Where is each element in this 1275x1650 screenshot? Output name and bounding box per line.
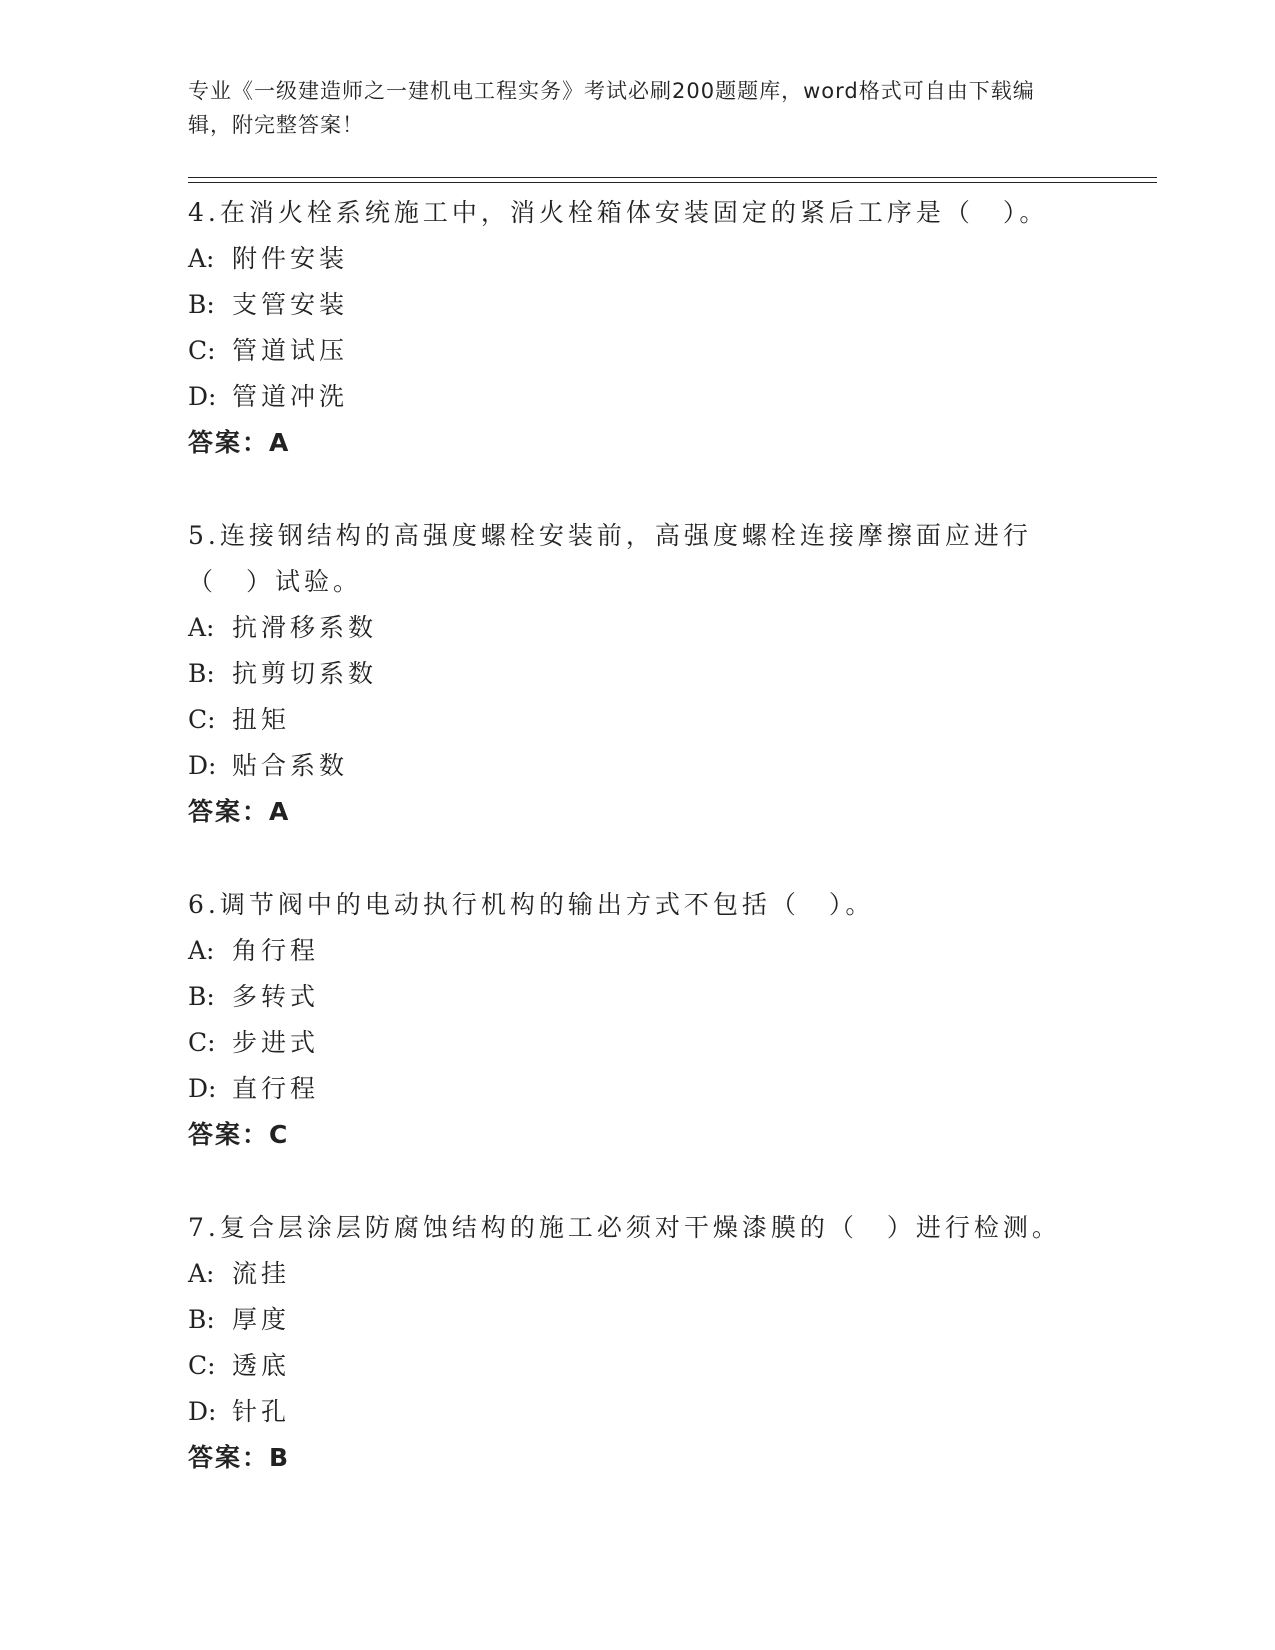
option-text: 多转式 <box>232 982 320 1011</box>
option-b <box>188 974 1088 1020</box>
question-item <box>188 513 1088 835</box>
option-text: 针孔 <box>232 1397 291 1426</box>
option-b <box>188 1297 1088 1343</box>
option-letter: C: <box>188 336 216 365</box>
option-letter: A: <box>188 936 215 965</box>
question-item <box>188 882 1088 1158</box>
option-text: 贴合系数 <box>232 751 349 780</box>
option-text: 支管安装 <box>232 290 349 319</box>
question-stem: 5.连接钢结构的高强度螺栓安装前，高强度螺栓连接摩擦面应进行（ ）试验。 <box>188 521 1032 596</box>
option-text: 附件安装 <box>232 244 349 273</box>
question-stem: 6.调节阀中的电动执行机构的输出方式不包括（ ）。 <box>188 890 875 919</box>
option-text: 抗剪切系数 <box>232 659 378 688</box>
option-c <box>188 1020 1088 1066</box>
document-header: 专业《一级建造师之一建机电工程实务》考试必刷200题题库，word格式可自由下载编辑，附完整答案！ <box>188 79 1035 137</box>
option-d <box>188 1066 1088 1112</box>
option-text: 抗滑移系数 <box>232 613 378 642</box>
option-text: 步进式 <box>232 1028 320 1057</box>
answer-label: 答案：A <box>188 428 291 457</box>
header-rule-bottom <box>188 182 1157 183</box>
answer-label: 答案：A <box>188 797 291 826</box>
option-b <box>188 282 1088 328</box>
option-letter: A: <box>188 244 215 273</box>
option-letter: B: <box>188 290 215 319</box>
option-letter: C: <box>188 1351 216 1380</box>
option-text: 流挂 <box>232 1259 291 1288</box>
option-b <box>188 651 1088 697</box>
header-rule-top <box>188 177 1157 178</box>
question-item <box>188 190 1088 466</box>
option-c <box>188 697 1088 743</box>
option-letter: A: <box>188 613 215 642</box>
option-a <box>188 605 1088 651</box>
option-letter: B: <box>188 982 215 1011</box>
option-letter: D: <box>188 751 217 780</box>
question-list <box>188 190 1088 1528</box>
option-c <box>188 328 1088 374</box>
option-d <box>188 374 1088 420</box>
option-text: 直行程 <box>232 1074 320 1103</box>
option-letter: D: <box>188 1074 217 1103</box>
option-letter: D: <box>188 1397 217 1426</box>
question-item <box>188 1205 1088 1481</box>
option-text: 管道试压 <box>232 336 349 365</box>
option-text: 角行程 <box>232 936 320 965</box>
option-d <box>188 743 1088 789</box>
answer-label: 答案：C <box>188 1120 290 1149</box>
option-c <box>188 1343 1088 1389</box>
answer-label: 答案：B <box>188 1443 291 1472</box>
option-letter: C: <box>188 705 216 734</box>
option-a <box>188 928 1088 974</box>
option-text: 透底 <box>232 1351 291 1380</box>
question-stem: 7.复合层涂层防腐蚀结构的施工必须对干燥漆膜的（ ）进行检测。 <box>188 1213 1061 1242</box>
question-stem: 4.在消火栓系统施工中，消火栓箱体安装固定的紧后工序是（ ）。 <box>188 198 1049 227</box>
option-d <box>188 1389 1088 1435</box>
option-letter: B: <box>188 1305 215 1334</box>
option-a <box>188 1251 1088 1297</box>
option-letter: A: <box>188 1259 215 1288</box>
option-letter: C: <box>188 1028 216 1057</box>
option-letter: B: <box>188 659 215 688</box>
option-text: 扭矩 <box>232 705 291 734</box>
option-text: 厚度 <box>232 1305 291 1334</box>
option-a <box>188 236 1088 282</box>
option-text: 管道冲洗 <box>232 382 349 411</box>
option-letter: D: <box>188 382 217 411</box>
